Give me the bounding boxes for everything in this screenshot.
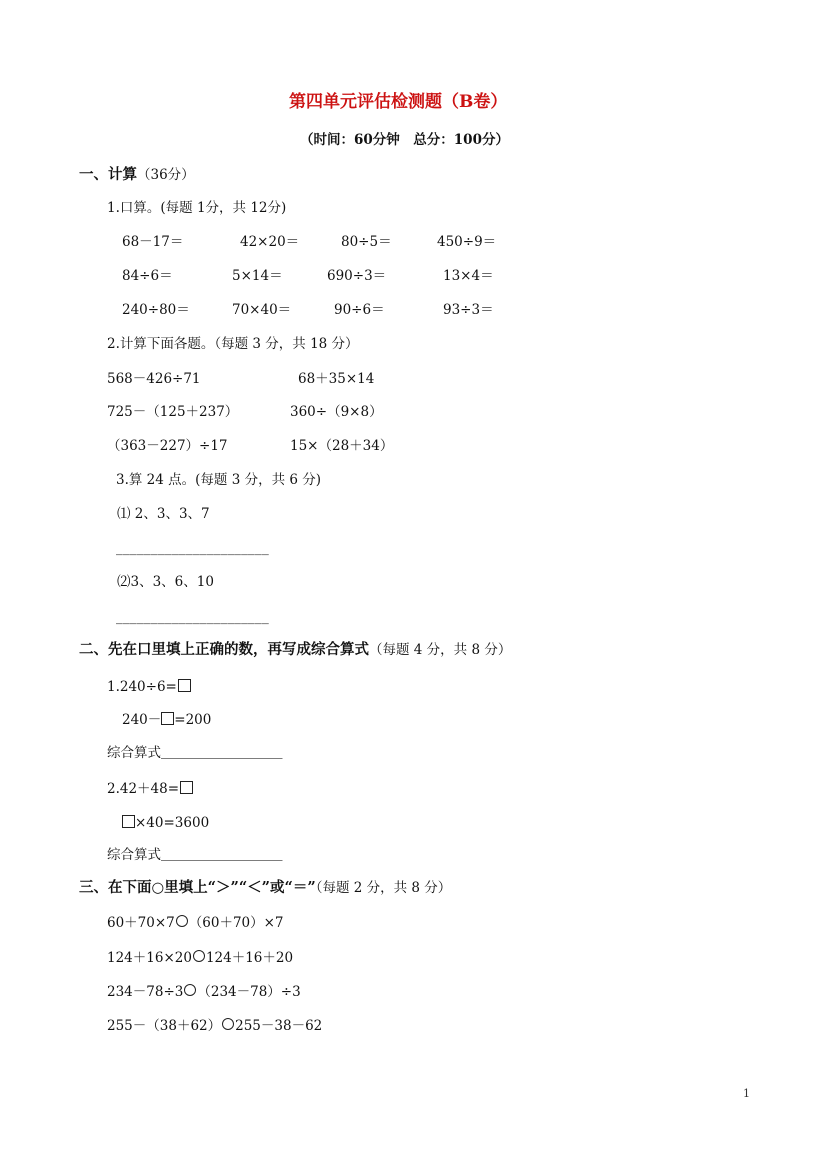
blank-box	[178, 679, 191, 692]
question-1-label: 1.口算。(每题 1分，共 12分)	[107, 200, 287, 216]
point24-item-2: ⑵3、3、6、10	[117, 574, 214, 590]
page-title: 第四单元评估检测题（B卷）	[289, 92, 508, 112]
section-1-score: （36分）	[137, 167, 195, 183]
oral-item: 68－17＝	[122, 234, 184, 250]
calc-item: 725－（125＋237）	[107, 404, 239, 420]
question-3-label: 3.算 24 点。(每题 3 分，共 6 分)	[116, 472, 322, 488]
combined-formula-line: 综合算式＿＿＿＿＿＿＿＿＿	[107, 745, 283, 761]
oral-item: 80÷5＝	[341, 234, 392, 250]
fill-line-4	[122, 815, 209, 831]
compare-item: 234－78÷3 （234－78）÷3	[107, 984, 301, 1000]
blank-box	[161, 712, 174, 725]
answer-line: ______________________	[116, 540, 269, 556]
calc-item: 568－426÷71	[107, 371, 201, 387]
blank-box	[180, 781, 193, 794]
answer-line: ______________________	[116, 609, 269, 625]
calc-item: 15×（28＋34）	[290, 438, 394, 454]
oral-item: 42×20＝	[240, 234, 300, 250]
oral-item: 90÷6＝	[334, 302, 385, 318]
section-1-heading: 一、计算（36分）	[79, 166, 195, 183]
fill-text: 1.240÷6=	[107, 679, 177, 695]
question-2-label: 2.计算下面各题。（每题 3 分，共 18 分）	[107, 336, 359, 352]
fill-text: 2.42＋48=	[107, 781, 180, 797]
oral-item: 13×4＝	[443, 268, 494, 284]
section-3-score: （每题 2 分，共 8 分）	[315, 880, 452, 896]
circle-blank	[222, 1018, 234, 1030]
compare-item: 60＋70×7 （60＋70）×7	[107, 915, 284, 931]
oral-item: 5×14＝	[232, 268, 283, 284]
oral-item: 84÷6＝	[122, 268, 173, 284]
section-2-score: （每题 4 分，共 8 分）	[369, 642, 512, 658]
oral-item: 240÷80＝	[122, 302, 190, 318]
oral-item: 70×40＝	[232, 302, 292, 318]
fill-text: ×40=3600	[135, 815, 210, 831]
page-subtitle: （时间：60分钟 总分：100分）	[300, 132, 509, 148]
calc-item: （363－227）÷17	[107, 438, 228, 454]
calc-item: 360÷（9×8）	[290, 404, 383, 420]
fill-line-1	[107, 679, 191, 695]
section-3-heading: 三、在下面○里填上“＞”“＜”或“＝”（每题 2 分，共 8 分）	[79, 879, 452, 896]
compare-item: 255－（38＋62） 255－38－62	[107, 1018, 323, 1034]
fill-text: =200	[174, 712, 212, 728]
fill-line-2	[122, 712, 211, 728]
oral-item: 450÷9＝	[437, 234, 497, 250]
page-number: 1	[743, 1087, 750, 1100]
blank-box	[122, 815, 135, 828]
circle-blank	[184, 984, 196, 996]
fill-text: 240－	[122, 712, 162, 728]
circle-blank	[176, 915, 188, 927]
combined-formula-line: 综合算式＿＿＿＿＿＿＿＿＿	[107, 847, 283, 863]
oral-item: 690÷3＝	[327, 268, 387, 284]
section-2-heading: 二、先在口里填上正确的数，再写成综合算式（每题 4 分，共 8 分）	[79, 641, 512, 658]
calc-item: 68＋35×14	[298, 371, 375, 387]
circle-blank	[193, 950, 205, 962]
point24-item-1: ⑴ 2、3、3、7	[117, 506, 210, 522]
fill-line-3	[107, 781, 193, 797]
oral-item: 93÷3＝	[443, 302, 494, 318]
compare-item: 124＋16×20 124＋16＋20	[107, 950, 294, 966]
